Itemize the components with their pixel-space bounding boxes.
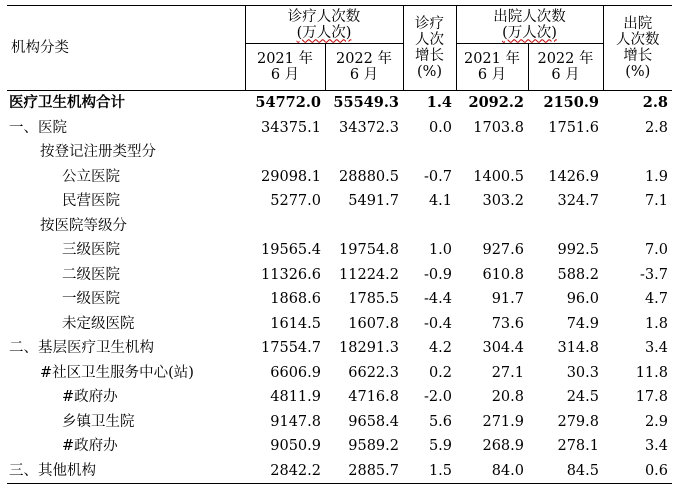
cell-discharge-2022: 2150.9: [543, 94, 599, 112]
cell-discharge-growth: [603, 140, 672, 165]
cell-visits-2021: 1614.5: [270, 315, 321, 332]
table-header: [7, 6, 672, 91]
cell-discharge-2021: [456, 214, 528, 239]
cell-visits-growth: 5.9: [428, 438, 452, 455]
row-label: 医疗卫生机构合计: [9, 94, 125, 112]
cell-visits-2021: 29098.1: [261, 168, 321, 185]
cell-discharge-growth: 4.7: [644, 291, 668, 308]
cell-visits-2022: 28880.5: [339, 168, 399, 185]
cell-visits-growth: 1.0: [428, 242, 452, 259]
cell-discharge-2021: 927.6: [482, 242, 524, 259]
row-label: 二、基层医疗卫生机构: [9, 340, 154, 357]
header-discharge-growth-line: 出院: [623, 16, 653, 32]
table-row-subheading: [7, 140, 672, 165]
header-category: 机构分类: [7, 6, 245, 91]
cell-visits-2021: 9147.8: [270, 413, 321, 430]
header-visits-growth: [403, 6, 456, 91]
cell-discharge-growth: 2.8: [644, 119, 668, 136]
cell-discharge-growth: 1.8: [644, 315, 668, 332]
header-visits-growth-line: 增长: [415, 48, 444, 64]
row-label: 公立医院: [62, 168, 120, 185]
cell-discharge-2022: 279.8: [557, 413, 599, 430]
cell-visits-2022: 34372.3: [339, 119, 399, 136]
cell-discharge-2022: 588.2: [557, 266, 599, 283]
header-period-year: 2021 年: [463, 51, 520, 67]
cell-visits-2021: [245, 214, 325, 239]
table-row-subheading: [7, 214, 672, 239]
row-label: 按登记注册类型分: [40, 144, 156, 161]
header-visits-unit: (万人次): [296, 24, 352, 41]
cell-visits-2021: 4811.9: [270, 389, 321, 406]
cell-discharge-growth: 17.8: [635, 389, 668, 406]
cell-visits-2021: 11326.6: [261, 266, 321, 283]
cell-visits-growth: 0.0: [428, 119, 452, 136]
cell-visits-2022: 9658.4: [348, 413, 399, 430]
cell-visits-2022: 1785.5: [348, 291, 399, 308]
cell-visits-2021: 1868.6: [270, 291, 321, 308]
cell-visits-growth: 4.2: [428, 340, 452, 357]
table-row: [7, 189, 672, 214]
cell-visits-growth: 4.1: [428, 193, 452, 210]
header-discharge-growth-line: 人次数: [616, 32, 660, 48]
table-row: [7, 287, 672, 312]
row-label: 三级医院: [62, 242, 120, 259]
header-period-month: 6 月: [349, 67, 379, 83]
cell-discharge-2021: 73.6: [491, 315, 524, 332]
cell-visits-2022: 55549.3: [333, 94, 399, 112]
header-visits-title: 诊疗人次数: [287, 8, 361, 25]
cell-discharge-2021: 271.9: [482, 413, 524, 430]
cell-visits-growth: 1.4: [426, 94, 452, 112]
cell-discharge-2021: 20.8: [491, 389, 524, 406]
cell-discharge-2022: 324.7: [557, 193, 599, 210]
cell-discharge-2021: 91.7: [491, 291, 524, 308]
cell-discharge-growth: 7.1: [644, 193, 668, 210]
cell-visits-2022: 18291.3: [339, 340, 399, 357]
row-label: 二级医院: [62, 266, 120, 283]
row-label: 按医院等级分: [40, 217, 127, 234]
cell-discharge-2022: 1426.9: [548, 168, 599, 185]
cell-discharge-2022: 1751.6: [548, 119, 599, 136]
cell-visits-2022: 1607.8: [348, 315, 399, 332]
cell-visits-2022: 5491.7: [348, 193, 399, 210]
cell-discharge-growth: 3.4: [644, 340, 668, 357]
cell-discharge-growth: 0.6: [603, 459, 672, 484]
row-label: 一、医院: [9, 119, 67, 136]
table-row: [7, 336, 672, 361]
cell-discharge-2022: 96.0: [566, 291, 599, 308]
header-discharge-growth: [603, 6, 672, 91]
header-visits-group: [245, 6, 403, 44]
cell-discharge-2021: 84.0: [456, 459, 528, 484]
header-period-year: 2022 年: [335, 51, 392, 67]
cell-visits-2022: 11224.2: [339, 266, 399, 283]
table-row: [7, 116, 672, 141]
row-label: 一级医院: [62, 291, 120, 308]
statistics-table: [7, 5, 672, 484]
table-row: [7, 459, 672, 484]
cell-discharge-2021: 1703.8: [473, 119, 524, 136]
cell-visits-growth: -4.4: [424, 291, 452, 308]
cell-discharge-2021: 2092.2: [468, 94, 524, 112]
cell-discharge-growth: 2.9: [644, 413, 668, 430]
cell-discharge-2022: 278.1: [557, 438, 599, 455]
header-discharge-growth-line: 增长: [623, 48, 653, 64]
cell-discharge-2022: [528, 140, 603, 165]
header-visits-growth-line: (%): [416, 64, 443, 80]
cell-visits-2021: 54772.0: [255, 94, 321, 112]
row-label: 民营医院: [62, 193, 120, 210]
row-label: 三、其他机构: [7, 459, 245, 484]
table-row: [7, 165, 672, 190]
cell-visits-2022: 19754.8: [339, 242, 399, 259]
cell-visits-growth: 0.2: [428, 364, 452, 381]
header-visits-growth-line: 人次: [415, 32, 444, 48]
table-row: [7, 385, 672, 410]
cell-discharge-2022: 74.9: [566, 315, 599, 332]
cell-visits-growth: [403, 214, 456, 239]
row-label: 乡镇卫生院: [62, 413, 135, 430]
cell-visits-2022: [325, 140, 403, 165]
cell-discharge-2022: 24.5: [566, 389, 599, 406]
header-discharge-growth-line: (%): [625, 64, 651, 80]
header-discharge-period-2022: [528, 44, 603, 91]
cell-discharge-2022: 84.5: [528, 459, 603, 484]
header-visits-period-2022: [325, 44, 403, 91]
header-visits-period-2021: [245, 44, 325, 91]
cell-visits-2021: 17554.7: [261, 340, 321, 357]
cell-visits-2022: 6622.3: [348, 364, 399, 381]
cell-discharge-2022: [528, 214, 603, 239]
cell-visits-2021: 19565.4: [261, 242, 321, 259]
header-discharge-unit: (万人次): [502, 24, 557, 41]
cell-visits-2021: 6606.9: [270, 364, 321, 381]
table-row: [7, 238, 672, 263]
cell-discharge-growth: 7.0: [644, 242, 668, 259]
table-row-total: [7, 91, 672, 116]
table-row: [7, 312, 672, 337]
row-label: #政府办: [62, 389, 118, 406]
header-period-month: 6 月: [270, 67, 300, 83]
cell-discharge-2021: 303.2: [482, 193, 524, 210]
cell-visits-growth: -2.0: [424, 389, 452, 406]
table-row: [7, 410, 672, 435]
cell-discharge-2021: 1400.5: [473, 168, 524, 185]
row-label: #政府办: [62, 438, 118, 455]
cell-visits-2022: [325, 214, 403, 239]
cell-visits-2021: 5277.0: [270, 193, 321, 210]
cell-discharge-growth: 11.8: [635, 364, 668, 381]
cell-visits-growth: 5.6: [428, 413, 452, 430]
cell-discharge-growth: 2.8: [642, 94, 668, 112]
header-period-year: 2021 年: [256, 51, 313, 67]
cell-visits-2021: [245, 140, 325, 165]
row-label: 未定级医院: [62, 315, 135, 332]
cell-discharge-2021: 304.4: [482, 340, 524, 357]
table-row: [7, 434, 672, 459]
cell-discharge-2021: 27.1: [491, 364, 524, 381]
header-discharge-group: [456, 6, 603, 44]
cell-discharge-growth: 1.9: [644, 168, 668, 185]
cell-discharge-2022: 30.3: [566, 364, 599, 381]
header-period-month: 6 月: [551, 67, 580, 83]
cell-discharge-2022: 992.5: [557, 242, 599, 259]
header-discharge-period-2021: [456, 44, 528, 91]
header-period-year: 2022 年: [537, 51, 594, 67]
cell-visits-growth: 1.5: [403, 459, 456, 484]
header-discharge-title: 出院人次数: [493, 8, 566, 25]
cell-visits-2022: 2885.7: [325, 459, 403, 484]
cell-visits-growth: -0.7: [424, 168, 452, 185]
cell-discharge-2021: [456, 140, 528, 165]
header-period-month: 6 月: [477, 67, 507, 83]
cell-visits-2021: 2842.2: [245, 459, 325, 484]
cell-visits-growth: -0.9: [424, 266, 452, 283]
table-body: [7, 91, 672, 484]
cell-visits-growth: -0.4: [424, 315, 452, 332]
cell-discharge-2022: 314.8: [557, 340, 599, 357]
cell-visits-2021: 34375.1: [261, 119, 321, 136]
cell-discharge-2021: 610.8: [482, 266, 524, 283]
cell-visits-2021: 9050.9: [270, 438, 321, 455]
table-row: [7, 361, 672, 386]
header-visits-growth-line: 诊疗: [415, 16, 444, 32]
cell-visits-growth: [403, 140, 456, 165]
cell-discharge-2021: 268.9: [482, 438, 524, 455]
cell-discharge-growth: [603, 214, 672, 239]
cell-discharge-growth: -3.7: [640, 266, 668, 283]
row-label: #社区卫生服务中心(站): [40, 364, 194, 381]
table-row: [7, 263, 672, 288]
cell-visits-2022: 4716.8: [348, 389, 399, 406]
cell-visits-2022: 9589.2: [348, 438, 399, 455]
cell-discharge-growth: 3.4: [644, 438, 668, 455]
